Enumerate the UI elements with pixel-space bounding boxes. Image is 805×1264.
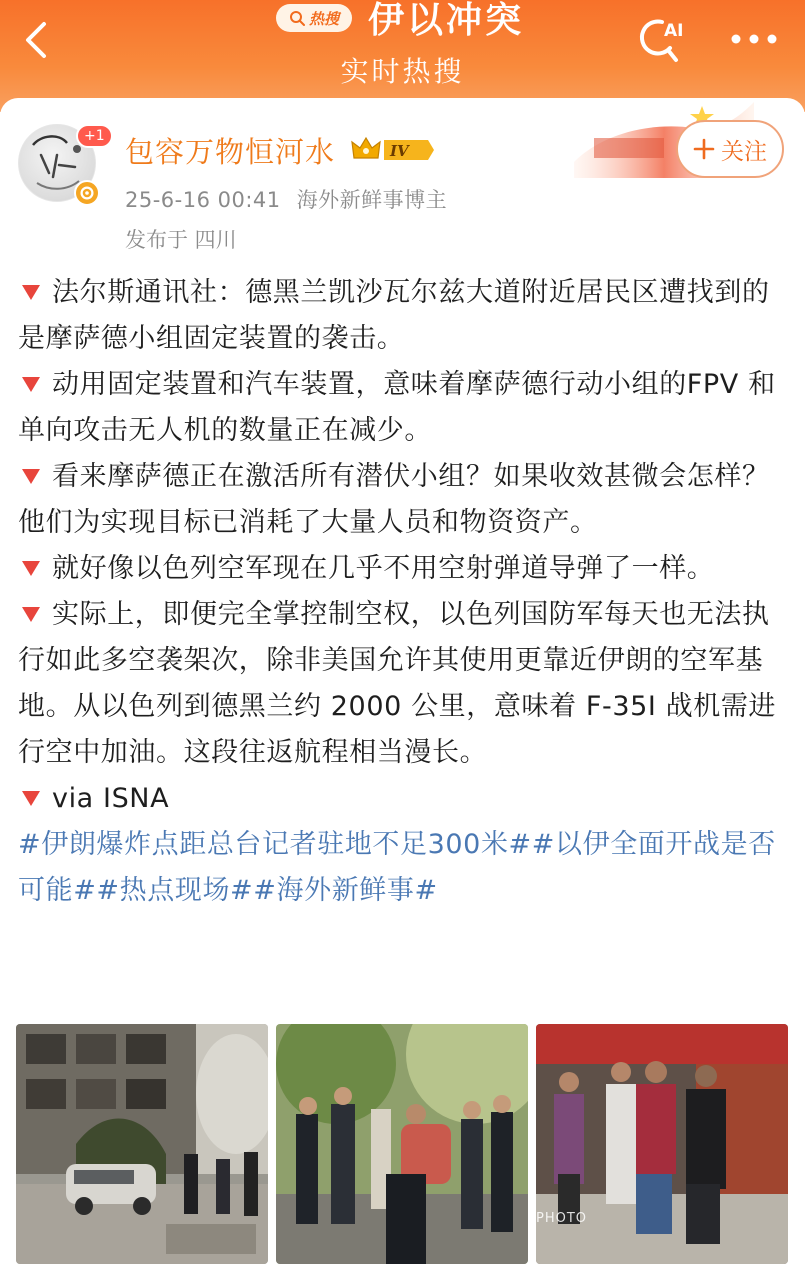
paragraph: 实际上，即便完全掌控制空权，以色列国防军每天也无法执行如此多空袭架次，除非美国允许其使用更靠近伊朗的空军基地。从以色列到德黑兰约 2000 公里，意味着 F-35I 战机需进行空中加油。这段往返航程相当漫长。 — [18, 599, 777, 768]
level-text: IV — [390, 142, 409, 160]
post-meta — [125, 184, 447, 214]
hot-search-header — [0, 0, 805, 112]
red-triangle-icon — [22, 607, 40, 622]
weibo-post-card — [0, 98, 805, 1264]
follow-button[interactable] — [676, 120, 784, 178]
follow-label: 关注 — [721, 138, 767, 165]
post-location: 发布于 四川 — [125, 228, 237, 252]
post-body — [18, 270, 788, 914]
member-level-badge[interactable] — [350, 136, 436, 164]
hot-pill-label: 热搜 — [308, 9, 339, 28]
hashtag-links[interactable]: #伊朗爆炸点距总台记者驻地不足300米##以伊全面开战是否可能##热点现场##海外新鲜事# — [18, 829, 776, 906]
red-triangle-icon — [22, 469, 40, 484]
paragraph: 就好像以色列空军现在几乎不用空射弹道导弹了一样。 — [18, 546, 788, 592]
photo-watermark: PHOTO — [536, 1211, 588, 1226]
hot-search-pill[interactable] — [276, 4, 352, 32]
author-role: 海外新鲜事博主 — [296, 188, 448, 212]
post-photo-2[interactable] — [276, 1024, 528, 1264]
paragraph: 法尔斯通讯社：德黑兰凯沙瓦尔兹大道附近居民区遭找到的是摩萨德小组固定装置的袭击。 — [18, 277, 770, 354]
verified-badge-icon — [74, 180, 100, 206]
paragraph: 动用固定装置和汽车装置，意味着摩萨德行动小组的FPV 和单向攻击无人机的数量正在减少。 — [18, 369, 776, 446]
paragraph: via ISNA — [18, 776, 788, 822]
red-triangle-icon — [22, 377, 40, 392]
realtime-hot-title: 实时热搜 — [340, 55, 465, 88]
plus-icon — [693, 138, 715, 160]
red-triangle-icon — [22, 561, 40, 576]
topic-title: 伊以冲突 — [368, 0, 525, 41]
ai-search-icon[interactable] — [632, 14, 686, 66]
red-triangle-icon — [22, 791, 40, 806]
author-name[interactable]: 包容万物恒河水 — [125, 135, 336, 169]
post-photo-1[interactable] — [16, 1024, 268, 1264]
fire-search-icon — [289, 10, 305, 26]
post-time: 25-6-16 00:41 — [125, 188, 281, 212]
more-dots-icon[interactable] — [728, 24, 780, 54]
ai-label: AI — [664, 21, 684, 41]
red-triangle-icon — [22, 285, 40, 300]
notification-badge: +1 — [76, 124, 113, 148]
paragraph: 看来摩萨德正在激活所有潜伏小组？如果收效甚微会怎样？他们为实现目标已消耗了大量人员和物资资产。 — [18, 461, 770, 538]
post-photo-3[interactable] — [536, 1024, 788, 1264]
